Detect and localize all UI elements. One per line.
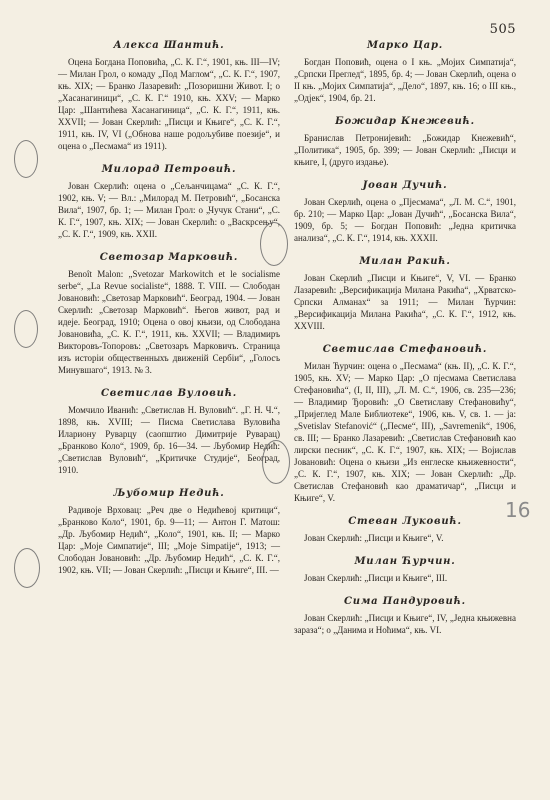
- entry-car: [294, 40, 516, 104]
- entry-heading: Стеван Луковић.: [348, 516, 462, 527]
- pencil-circle-mark: [14, 140, 38, 178]
- entry-nedic: [58, 488, 280, 576]
- entry-heading: Светислав Стефановић.: [322, 344, 488, 355]
- entry-heading: Светозар Марковић.: [99, 252, 239, 263]
- entry-heading: Сима Пандуровић.: [344, 596, 466, 607]
- entry-text: Јован Скерлић „Писци и Књиге“, V, VI. — Бранко Лазаревић: „Версификација Милана Ракића“, „Хрватско-Српски Алманах“ за 1911; — Милан Ћурчин: „Версификација Милана Ракића“, „С. К. Г.“, 1912, књ. XXVIII.: [294, 273, 516, 331]
- entry-pandurovic: [294, 596, 516, 636]
- entry-curcin: [294, 556, 516, 584]
- bibliography-columns: [58, 40, 516, 782]
- entry-rakic: [294, 256, 516, 332]
- entry-text: Јован Скерлић: „Писци и Књиге“, IV, „Једна књижевна зараза“; о „Данима и Ноћима“, књ. VI.: [294, 613, 516, 635]
- entry-knezevic: [294, 116, 516, 168]
- left-column: [58, 40, 280, 782]
- entry-santic: [58, 40, 280, 152]
- entry-text: Момчило Иванић: „Светислав Н. Вуловић“. „Г. Н. Ч.“, 1898, књ. XVIII; — Писма Светислава Вуловића Илариону Руварцу (саопштио Димитрије Руварац) „Бранково Коло“, 1909, бр. 16—34. — Љубомир Недић: „Светислав Вуловић“, „Критичке Студије“, Београд, 1910.: [58, 405, 280, 475]
- pencil-circle-mark: [260, 222, 288, 266]
- entry-ducic: [294, 180, 516, 244]
- entry-heading: Светислав Вуловић.: [100, 388, 238, 399]
- entry-text: Оцена Богдана Поповића, „С. К. Г.“, 1901, књ. III—IV; — Милан Грол, о комаду „Под Маглом“, „С. К. Г.“, 1907, књ. XIX; — Бранко Лазаревић: „Позоришни Живот. I; о „Хасанагиници“, „С. К. Г.“ 1910, књ. XXV; — Марко Цар: „Шантићева Хасанагиница“, „С. К. Г.“, 1911, књ. XXVII; — Јован Скерлић: „Писци и Књиге“, „С. К. Г.“, 1911, књ. IV, VI („Обнова наше родољубиве поезије“, и оцена о „Песмама“ из 1911).: [58, 57, 280, 151]
- pencil-margin-note: 16: [505, 498, 531, 522]
- entry-vulovic: [58, 388, 280, 476]
- page-number: 505: [489, 22, 516, 37]
- entry-heading: Милан Ћурчин.: [354, 556, 456, 567]
- entry-text: Милан Ћурчин: оцена о „Песмама“ (књ. II), „С. К. Г.“, 1905, књ. XV; — Марко Цар: „О пјесмама Светислава Стефановића“, (I, II, III), „Л. М. С.“, 1906, св. 235—236; — Владимир Ђоровић: „О Светиславу Стефановићу“, „Пријеглед Мале Библиотеке“, 1906, књ. V, св. 1. — ja: „Svetislav Stefanović“ („Песме“, III), „Savremenik“, 1906, св. III; — Бранко Лазаревић: „Светислав Стефановић као лирски песник“, „С. К. Г.“, 1907, књ. XIX; — Војислав Јовановић: Оцена о књизи „Из енглеске књижевности“, „С. К. Г.“, 1907, књ. XIX; — Јован Скерлић: „Др. Светислав Стефановић као драматичар“, „Писци и Књиге“, V.: [294, 361, 516, 503]
- pencil-circle-mark: [14, 310, 38, 348]
- entry-text: Јован Скерлић: „Писци и Књиге“, III.: [304, 573, 448, 583]
- entry-heading: Алекса Шантић.: [113, 40, 225, 51]
- entry-text: Јован Скерлић, оцена о „Пјесмама“, „Л. М. С.“, 1901, бр. 210; — Марко Цар: „Јован Дучић“, „Босанска Вила“, 1909, бр. 5; — Богдан Поповић: „Једна критичка анализа“, „С. К. Г.“, 1914, књ. XXXII.: [294, 197, 516, 243]
- entry-lukovic: [294, 516, 516, 544]
- entry-stefanovic: [294, 344, 516, 504]
- entry-petrovic: [58, 164, 280, 240]
- entry-heading: Милан Ракић.: [359, 256, 451, 267]
- entry-heading: Божидар Кнежевић.: [335, 116, 475, 127]
- pencil-circle-mark: [14, 548, 40, 588]
- entry-text: Јован Скерлић: оцена о „Сељанчицама“ „С. К. Г.“, 1902, књ. V; — Вл.: „Милорад М. Петровић“, „Босанска Вила“, 1907, бр. 1; — Милан Грол: о „Чучук Стани“, „С. К. Г.“, 1907, књ. XIX; — Јован Скерлић: о „Васкрсењу“, „С. К. Г.“, 1909, књ. XXII.: [58, 181, 280, 239]
- entry-heading: Љубомир Недић.: [113, 488, 225, 499]
- entry-text: Богдан Поповић, оцена о I књ. „Мојих Симпатија“, „Српски Преглед“, 1895, бр. 4; — Јован Скерлић, оцена о II књ. „Мојих Симпатија“, „Дело“, 1897, књ. 16; о III књ., „Одјек“, 1904, бр. 21.: [294, 57, 516, 103]
- entry-heading: Јован Дучић.: [362, 180, 448, 191]
- entry-text: Benoît Malon: „Svetozar Markowitch et le socialisme serbe“, „La Revue socialiste“, 1888. T. VIII. — Слободан Јовановић: „Светозар Марковић“. Београд, 1904. — Јован Скерлић: „Светозар Марковић“. Његов живот, рад и идеје. Београд, 1910; Оцена о овој књизи, од Слободана Јовановића, „С. К. Г.“, 1911, књ. XXVII; — Владимиръ Викторовъ-Топоровъ: „Светозаръ Марковичъ. Страница изъ исторіи общественныхъ движеній Сербіи“, „Голосъ Минувшаго“, 1913. № 3.: [58, 269, 280, 375]
- entry-text: Јован Скерлић: „Писци и Књиге“, V.: [304, 533, 444, 543]
- entry-text: Бранислав Петронијевић: „Божидар Кнежевић“, „Политика“, 1905, бр. 399; — Јован Скерлић: „Писци и књиге, I, (друго издање).: [294, 133, 516, 167]
- right-column: [294, 40, 516, 782]
- pencil-circle-mark: [262, 440, 290, 484]
- entry-text: Радивоје Врховац: „Реч две о Недићевој критици“, „Бранково Коло“, 1901, бр. 9—11; — Антон Г. Матош: „Др. Љубомир Недић“, „Коло“, 1901, књ. II; — Марко Цар: „Моје Симпатије“, III; „Moje Simpatije“, 1913; — Слободан Јовановић: „Др. Љубомир Недић“, „С. К. Г.“, 1902, књ. VII; — Јован Скерлић: „Писци и Књиге“, III. —: [58, 505, 280, 575]
- entry-heading: Милорад Петровић.: [101, 164, 237, 175]
- entry-heading: Марко Цар.: [366, 40, 444, 51]
- entry-markovic: [58, 252, 280, 376]
